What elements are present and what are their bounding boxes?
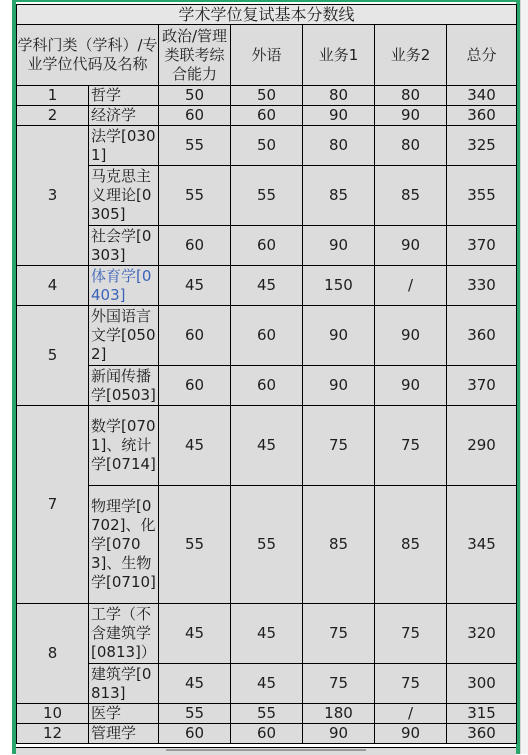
selection-frame-top (12, 0, 520, 2)
row-name[interactable]: 外国语言文学[0502] (89, 306, 159, 366)
row-politics[interactable]: 45 (159, 266, 231, 306)
row-total[interactable]: 300 (447, 664, 517, 704)
score-table (16, 4, 517, 744)
row-politics[interactable]: 55 (159, 166, 231, 226)
row-subject2[interactable]: 90 (375, 366, 447, 406)
row-politics[interactable]: 60 (159, 106, 231, 126)
row-foreign[interactable]: 45 (231, 664, 303, 704)
row-name[interactable]: 马克思主义理论[0305] (89, 166, 159, 226)
row-name[interactable]: 管理学 (89, 724, 159, 744)
row-total[interactable]: 340 (447, 86, 517, 106)
row-total[interactable]: 330 (447, 266, 517, 306)
header-subject2[interactable]: 业务2 (375, 25, 447, 86)
row-name[interactable]: 工学（不含建筑学[0813]） (89, 604, 159, 664)
row-total[interactable]: 320 (447, 604, 517, 664)
row-politics[interactable]: 45 (159, 604, 231, 664)
row-subject1[interactable]: 75 (303, 406, 375, 486)
row-total[interactable]: 360 (447, 306, 517, 366)
header-category[interactable]: 学科门类（学科）/专业学位代码及名称 (17, 25, 159, 86)
row-total[interactable]: 315 (447, 704, 517, 724)
row-subject1[interactable]: 85 (303, 486, 375, 604)
row-name[interactable]: 数学[0701]、统计学[0714] (89, 406, 159, 486)
row-subject2[interactable]: 75 (375, 664, 447, 704)
row-subject1[interactable]: 75 (303, 664, 375, 704)
row-foreign[interactable]: 45 (231, 266, 303, 306)
row-total[interactable]: 360 (447, 724, 517, 744)
row-subject1[interactable]: 150 (303, 266, 375, 306)
row-code[interactable]: 2 (17, 106, 89, 126)
row-foreign[interactable]: 60 (231, 226, 303, 266)
row-code[interactable]: 10 (17, 704, 89, 724)
row-name-link[interactable]: 体育学[0403] (89, 266, 159, 306)
row-foreign[interactable]: 60 (231, 106, 303, 126)
header-politics[interactable]: 政治/管理类联考综合能力 (159, 25, 231, 86)
row-foreign[interactable]: 45 (231, 604, 303, 664)
row-total[interactable]: 325 (447, 126, 517, 166)
row-politics[interactable]: 60 (159, 724, 231, 744)
row-subject2[interactable]: 75 (375, 406, 447, 486)
row-politics[interactable]: 55 (159, 126, 231, 166)
row-subject2[interactable]: 85 (375, 166, 447, 226)
row-subject1[interactable]: 90 (303, 724, 375, 744)
row-politics[interactable]: 45 (159, 664, 231, 704)
row-name[interactable]: 建筑学[0813] (89, 664, 159, 704)
row-subject2[interactable]: / (375, 704, 447, 724)
row-total[interactable]: 355 (447, 166, 517, 226)
row-code[interactable]: 4 (17, 266, 89, 306)
row-subject2[interactable]: 80 (375, 86, 447, 106)
row-name[interactable]: 经济学 (89, 106, 159, 126)
row-politics[interactable]: 55 (159, 486, 231, 604)
row-subject1[interactable]: 90 (303, 366, 375, 406)
row-politics[interactable]: 45 (159, 406, 231, 486)
row-name[interactable]: 物理学[0702]、化学[0703]、生物学[0710] (89, 486, 159, 604)
row-politics[interactable]: 60 (159, 366, 231, 406)
row-foreign[interactable]: 55 (231, 486, 303, 604)
row-subject1[interactable]: 90 (303, 226, 375, 266)
row-foreign[interactable]: 60 (231, 724, 303, 744)
row-politics[interactable]: 50 (159, 86, 231, 106)
row-foreign[interactable]: 60 (231, 306, 303, 366)
row-name[interactable]: 社会学[0303] (89, 226, 159, 266)
header-total[interactable]: 总分 (447, 25, 517, 86)
row-subject2[interactable]: 85 (375, 486, 447, 604)
row-total[interactable]: 290 (447, 406, 517, 486)
row-total[interactable]: 360 (447, 106, 517, 126)
row-subject2[interactable]: 80 (375, 126, 447, 166)
row-name[interactable]: 医学 (89, 704, 159, 724)
header-subject1[interactable]: 业务1 (303, 25, 375, 86)
row-name[interactable]: 哲学 (89, 86, 159, 106)
row-subject2[interactable]: 90 (375, 226, 447, 266)
row-foreign[interactable]: 55 (231, 704, 303, 724)
row-politics[interactable]: 55 (159, 704, 231, 724)
row-code[interactable]: 5 (17, 306, 89, 406)
row-total[interactable]: 345 (447, 486, 517, 604)
row-code[interactable]: 12 (17, 724, 89, 744)
header-foreign[interactable]: 外语 (231, 25, 303, 86)
row-subject2[interactable]: 75 (375, 604, 447, 664)
row-foreign[interactable]: 50 (231, 86, 303, 106)
row-total[interactable]: 370 (447, 226, 517, 266)
row-subject1[interactable]: 80 (303, 126, 375, 166)
row-name[interactable]: 法学[0301] (89, 126, 159, 166)
row-subject1[interactable]: 85 (303, 166, 375, 226)
row-subject1[interactable]: 80 (303, 86, 375, 106)
row-subject1[interactable]: 180 (303, 704, 375, 724)
row-politics[interactable]: 60 (159, 226, 231, 266)
row-subject2[interactable]: 90 (375, 106, 447, 126)
row-foreign[interactable]: 55 (231, 166, 303, 226)
row-subject1[interactable]: 90 (303, 306, 375, 366)
row-foreign[interactable]: 60 (231, 366, 303, 406)
table-title[interactable]: 学术学位复试基本分数线 (17, 5, 517, 25)
row-name[interactable]: 新闻传播学[0503] (89, 366, 159, 406)
row-subject1[interactable]: 75 (303, 604, 375, 664)
row-subject1[interactable]: 90 (303, 106, 375, 126)
cut-off-row-text (166, 749, 366, 751)
row-code[interactable]: 8 (17, 604, 89, 704)
row-code[interactable]: 3 (17, 126, 89, 266)
row-subject2[interactable]: 90 (375, 306, 447, 366)
row-total[interactable]: 370 (447, 366, 517, 406)
row-foreign[interactable]: 45 (231, 406, 303, 486)
row-subject2[interactable]: 90 (375, 724, 447, 744)
row-code[interactable]: 7 (17, 406, 89, 604)
row-politics[interactable]: 60 (159, 306, 231, 366)
row-subject2[interactable]: / (375, 266, 447, 306)
row-foreign[interactable]: 50 (231, 126, 303, 166)
row-code[interactable]: 1 (17, 86, 89, 106)
sheet-grid-background (520, 0, 528, 754)
